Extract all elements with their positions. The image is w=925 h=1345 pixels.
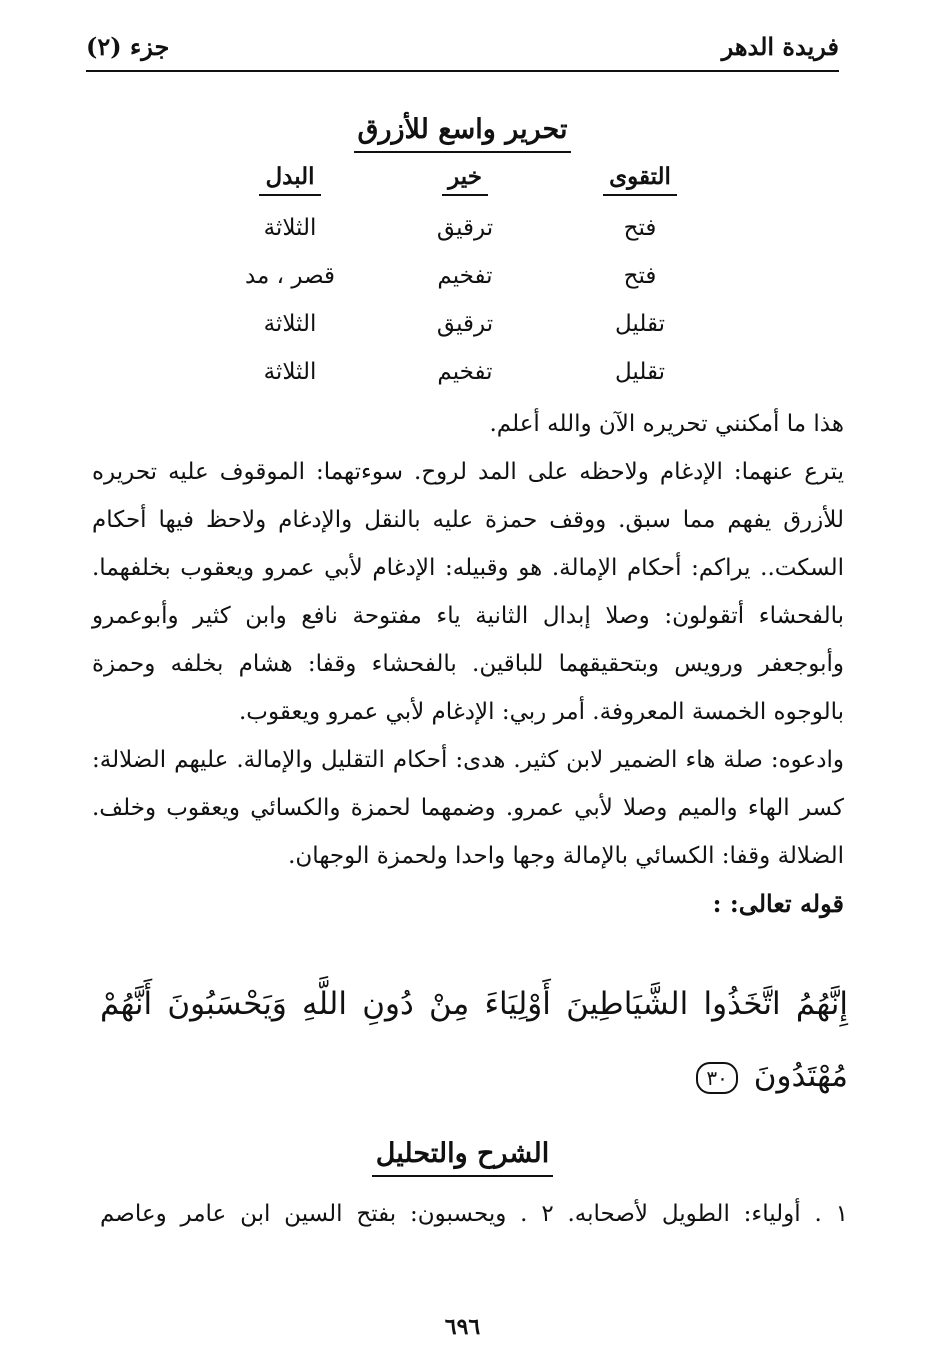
- paragraph: هذا ما أمكنني تحريره الآن والله أعلم.: [489, 411, 844, 437]
- verse-text: إِنَّهُمُ اتَّخَذُوا الشَّيَاطِينَ أَوْلِيَاءَ مِنْ دُونِ اللَّهِ وَيَحْسَبُونَ أَنَّهُمْ مُهْتَدُونَ: [100, 986, 848, 1094]
- running-header: [86, 30, 839, 72]
- table-header-badal: البدل: [210, 163, 370, 190]
- page-number: ٦٩٦: [444, 1314, 481, 1340]
- table-cell: فتح: [623, 263, 657, 289]
- table-title: تحرير واسع للأزرق: [0, 114, 925, 145]
- table-header-taqwa: التقوى: [560, 163, 720, 190]
- paragraph: وادعوه: صلة هاء الضمير لابن كثير. هدى: أحكام التقليل والإمالة. عليهم الضلالة: كسر الهاء والميم وصلا لأبي عمرو. وضمهما لحمزة والكسائي ويعقوب وخلف. الضلالة وقفا: الكسائي بالإمالة وجها واحدا ولحمزة الوجهان.: [92, 747, 844, 869]
- table-cell: تفخيم: [437, 359, 493, 385]
- table-cell: الثلاثة: [263, 215, 317, 241]
- table-cell: الثلاثة: [263, 359, 317, 385]
- readings-table: [200, 163, 720, 399]
- explanation-text: ١ . أولياء: الطويل لأصحابه. ٢ . ويحسبون: بفتح السين ابن عامر وعاصم: [100, 1201, 848, 1227]
- section-title: الشرح والتحليل: [0, 1138, 925, 1169]
- table-cell: قصر ، مد: [244, 263, 336, 289]
- table-header-khayr: خير: [385, 163, 545, 190]
- table-cell: تقليل: [614, 359, 665, 385]
- part-number: جزء (٢): [86, 32, 170, 61]
- commentary-text: [92, 400, 844, 928]
- quran-verse: [100, 968, 848, 1112]
- table-cell: ترقيق: [436, 215, 494, 241]
- table-cell: فتح: [623, 215, 657, 241]
- book-title: فريدة الدهر: [721, 32, 839, 61]
- table-cell: الثلاثة: [263, 311, 317, 337]
- table-cell: تفخيم: [437, 263, 493, 289]
- paragraph: يترع عنهما: الإدغام ولاحظه على المد لروح. سوءتهما: الموقوف عليه تحريره للأزرق يفهم مما سبق. ووقف حمزة عليه بالنقل والإدغام ولاحظ فيها أحكام السكت.. يراكم: أحكام الإمالة. هو وقبيله: الإدغام لأبي عمرو ويعقوب بخلفهما. بالفحشاء أتقولون: وصلا إبدال الثانية ياء مفتوحة نافع وابن كثير وأبوعمرو وأبوجعفر ورويس وبتحقيقهما للباقين. بالفحشاء وقفا: هشام بخلفه وحمزة بالوجوه الخمسة المعروفة. أمر ربي: الإدغام لأبي عمرو ويعقوب.: [92, 459, 844, 725]
- table-cell: تقليل: [614, 311, 665, 337]
- ayah-number-marker: ٣٠: [696, 1062, 737, 1094]
- verse-intro: قوله تعالى: :: [712, 889, 844, 918]
- table-cell: ترقيق: [436, 311, 494, 337]
